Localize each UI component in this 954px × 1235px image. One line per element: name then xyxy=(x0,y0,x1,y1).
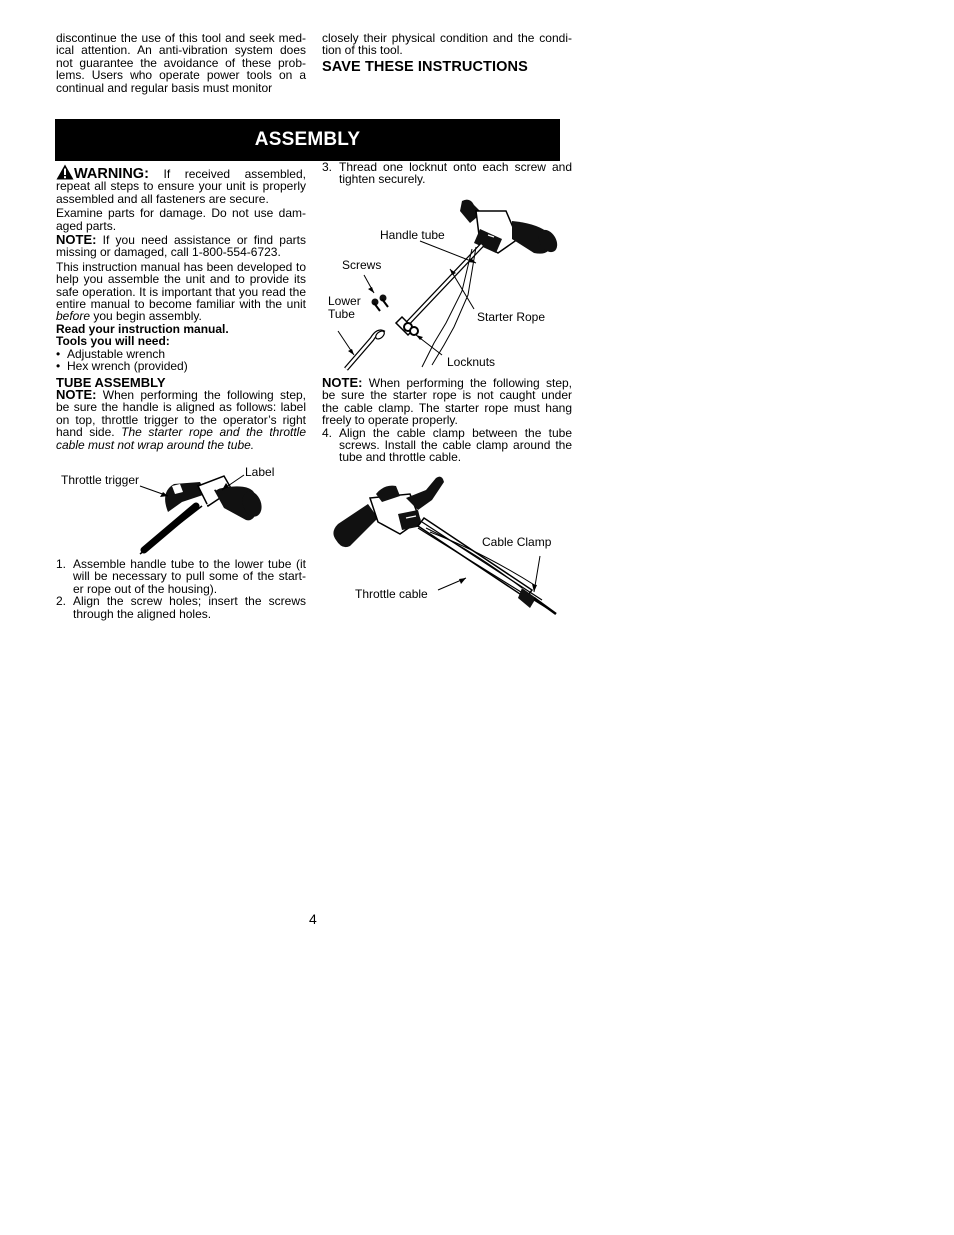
step-number: 2. xyxy=(56,594,67,609)
step-text: Thread one locknut onto each screw and tighten securely. xyxy=(339,160,572,187)
step-number: 1. xyxy=(56,557,67,571)
save-instructions-heading: SAVE THESE INSTRUCTIONS xyxy=(322,58,528,75)
tube-assembly-figure xyxy=(322,195,572,373)
tube-assembly-heading: TUBE ASSEMBLY xyxy=(56,374,166,390)
assembly-banner xyxy=(55,119,560,161)
starter-rope-label: Starter Rope xyxy=(477,310,546,324)
note-label: NOTE: xyxy=(56,232,97,248)
right-column xyxy=(322,161,572,186)
handle-figure xyxy=(56,462,306,557)
note-alignment-emphasis: The starter rope and the throttle cable must not wrap around the tube. xyxy=(56,425,307,452)
manual-text: This instruction manual has been developed to help you assemble the unit and to provide its safe operation. It is important that you read the entire manual to become familiar with the unit xyxy=(56,259,306,312)
warning-label: WARNING: xyxy=(74,166,149,182)
warning-text: If received assembled, repeat all steps to ensure your unit is properly assembled and all fasteners are secure. xyxy=(56,167,306,206)
examine-text: Examine parts for damage. Do not use dam-aged parts. xyxy=(56,206,306,233)
bullet: • xyxy=(56,346,61,361)
page-number: 4 xyxy=(309,911,317,927)
right-column-lower xyxy=(322,377,572,464)
throttle-trigger-label: Throttle trigger xyxy=(61,473,140,487)
tool-name: Hex wrench (provided) xyxy=(67,359,188,374)
manual-emphasis: before xyxy=(56,309,91,324)
label-callout: Label xyxy=(245,465,275,479)
tube-assembly-illustration xyxy=(322,195,572,373)
note-starter-rope-text: When performing the following step, be sure the starter rope is not caught under the cable clamp. The starter rope must hang freely to operate properly. xyxy=(322,376,572,428)
warning-icon xyxy=(56,164,74,180)
note-assistance-text: If you need assistance or find parts missing or damaged, call 1-800-554-6723. xyxy=(56,233,306,260)
read-manual: Read your instruction manual. xyxy=(56,321,229,336)
step-number: 3. xyxy=(322,160,333,174)
lower-tube-label-2: Tube xyxy=(328,307,355,321)
left-column xyxy=(56,164,306,451)
note-assistance xyxy=(56,234,306,259)
continued-text-right: closely their physical condition and the condi-tion of this tool. xyxy=(322,31,572,58)
warning-paragraph xyxy=(56,164,306,205)
list-item xyxy=(56,558,306,595)
step-number: 4. xyxy=(322,425,333,440)
note-label: NOTE: xyxy=(322,375,363,390)
note-starter-rope xyxy=(322,377,572,427)
step-text: Assemble handle tube to the lower tube (it will be necessary to pull some of the start-er rope out of the housing). xyxy=(73,557,306,596)
locknuts-label: Locknuts xyxy=(447,355,496,369)
tool-name: Adjustable wrench xyxy=(67,346,166,361)
manual-text-end: you begin assembly. xyxy=(90,309,202,324)
cable-clamp-label: Cable Clamp xyxy=(482,535,552,549)
step-text: Align the cable clamp between the tube screws. Install the cable clamp around the tube and throttle cable. xyxy=(339,425,572,465)
steps-list xyxy=(56,558,306,620)
screws-label: Screws xyxy=(342,258,382,272)
assembly-title: ASSEMBLY xyxy=(254,129,361,150)
handle-tube-label: Handle tube xyxy=(380,228,445,242)
continued-text: discontinue the use of this tool and seek med-ical attention. An anti-vibration system does not guarantee the avoidance of these prob-lems. Users who operate power tools on a continual and regular basis must monitor xyxy=(56,31,306,95)
throttle-cable-label: Throttle cable xyxy=(355,587,428,601)
list-item xyxy=(56,595,306,620)
note-alignment xyxy=(56,386,307,452)
list-item xyxy=(322,161,572,186)
list-item xyxy=(56,360,306,372)
note-label: NOTE: xyxy=(56,386,97,402)
lower-tube-label: Lower xyxy=(328,294,361,308)
list-item xyxy=(322,427,572,464)
continued-paragraph xyxy=(56,32,306,94)
step-text: Align the screw holes; insert the screws through the aligned holes. xyxy=(73,594,306,621)
tools-heading: Tools you will need: xyxy=(56,334,170,349)
manual-paragraph xyxy=(56,261,306,323)
bullet: • xyxy=(56,359,61,374)
cable-clamp-figure xyxy=(322,470,572,618)
note-alignment-text: When performing the following step, be sure the handle is aligned as follows: label on top, throttle trigger to the operator’s right hand side. xyxy=(56,387,306,440)
continued-paragraph-right xyxy=(322,32,572,73)
